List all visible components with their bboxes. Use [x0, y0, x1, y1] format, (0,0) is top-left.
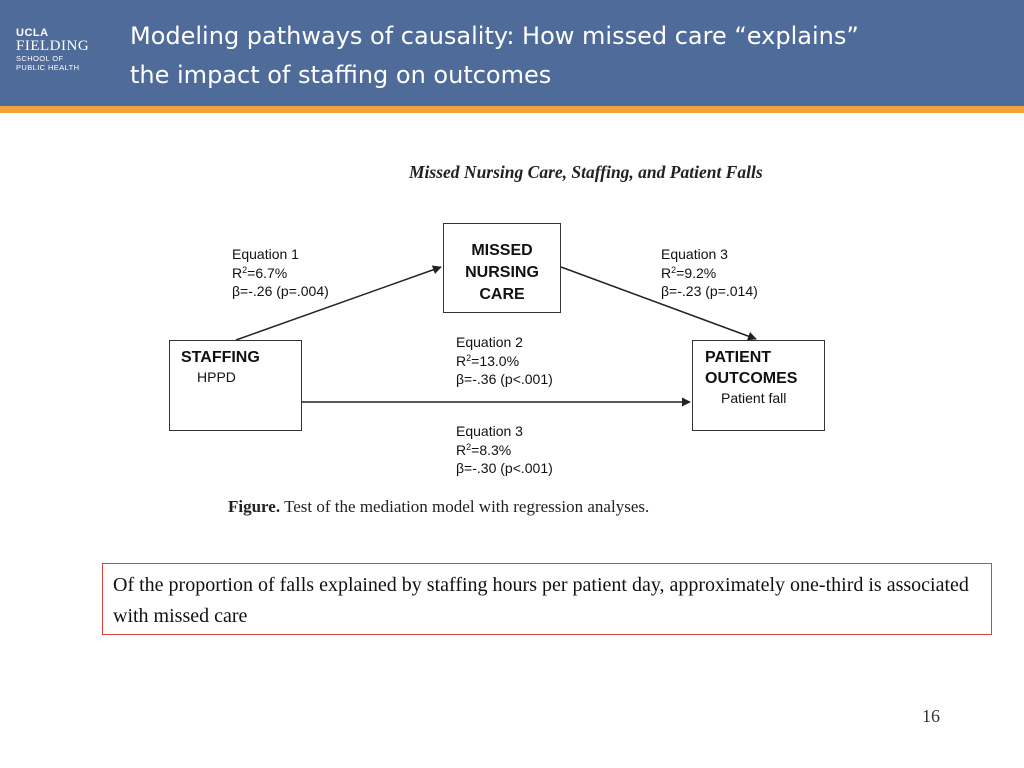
equation-3-mediator-label-block: [661, 245, 758, 301]
logo-ucla: UCLA: [16, 27, 49, 39]
logo-school-of: SCHOOL OF: [16, 54, 64, 63]
equation-beta: β=-.26 (p=.004): [232, 283, 329, 299]
equation-beta: β=-.30 (p<.001): [456, 460, 553, 476]
slide-title-line-1: Modeling pathways of causality: How missed care “explains”: [130, 22, 859, 50]
equation-2-label-block: [456, 333, 553, 389]
page-number: 16: [922, 706, 940, 726]
equation-label: Equation 3: [661, 246, 728, 262]
r-symbol: R: [456, 352, 467, 369]
logo-fielding: FIELDING: [16, 38, 90, 54]
outcomes-line-1: PATIENT: [705, 349, 772, 366]
outcomes-subtitle: Patient fall: [721, 390, 787, 406]
equation-r-squared: [456, 441, 553, 460]
key-finding-note: Of the proportion of falls explained by staffing hours per patient day, approximately one-third is associated with missed care: [102, 563, 992, 635]
staffing-title: STAFFING: [181, 349, 260, 366]
equation-label: Equation 2: [456, 334, 523, 350]
r-exponent: 2: [671, 264, 677, 275]
r-symbol: R: [661, 264, 672, 281]
equation-label: Equation 1: [232, 246, 299, 262]
r-squared-value: =8.3%: [471, 441, 512, 458]
figure-caption-text: Test of the mediation model with regression analyses.: [284, 497, 650, 516]
r-squared-value: =13.0%: [471, 352, 520, 369]
equation-r-squared: [232, 264, 329, 283]
equation-r-squared: [456, 352, 553, 371]
r-symbol: R: [456, 441, 467, 458]
slide-title-line-2: the impact of staffing on outcomes: [130, 61, 552, 89]
figure-title: Missed Nursing Care, Staffing, and Patient Falls: [409, 162, 763, 182]
missed-care-line-1: MISSED: [471, 242, 533, 259]
missed-nursing-care-box: [443, 223, 561, 313]
missed-care-line-2: NURSING: [465, 264, 539, 281]
outcomes-line-2: OUTCOMES: [705, 370, 798, 387]
logo-public-health: PUBLIC HEALTH: [16, 63, 80, 72]
r-exponent: 2: [466, 441, 472, 452]
missed-care-line-3: CARE: [479, 286, 525, 303]
equation-label: Equation 3: [456, 423, 523, 439]
equation-1-label-block: [232, 245, 329, 301]
r-exponent: 2: [242, 264, 248, 275]
patient-outcomes-box: [692, 340, 825, 431]
staffing-subtitle: HPPD: [197, 369, 236, 385]
equation-3-direct-label-block: [456, 422, 553, 478]
r-exponent: 2: [466, 352, 472, 363]
equation-beta: β=-.36 (p<.001): [456, 371, 553, 387]
r-squared-value: =9.2%: [676, 264, 717, 281]
r-squared-value: =6.7%: [247, 264, 288, 281]
equation-r-squared: [661, 264, 758, 283]
figure-caption-label: Figure.: [228, 497, 281, 516]
equation-beta: β=-.23 (p=.014): [661, 283, 758, 299]
staffing-box: [169, 340, 302, 431]
figure-caption: [228, 497, 649, 517]
r-symbol: R: [232, 264, 243, 281]
